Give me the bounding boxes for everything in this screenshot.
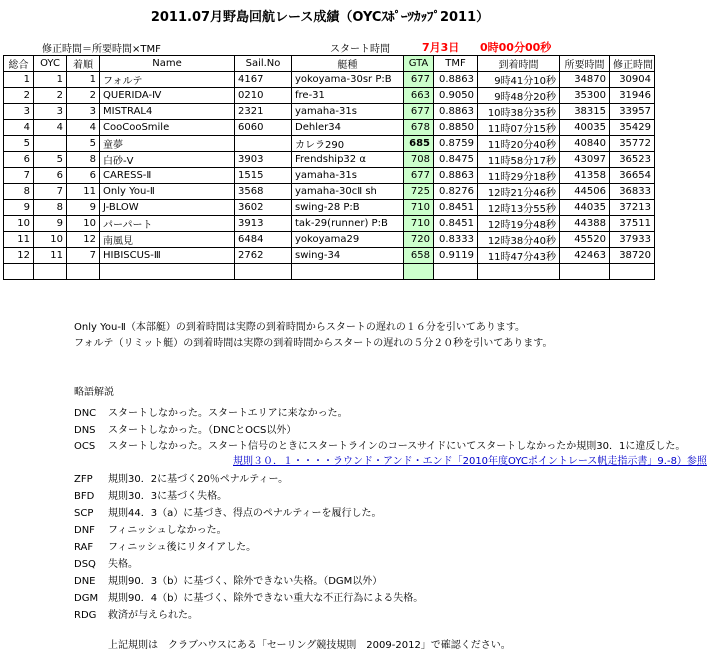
race-start-time: 0時00分00秒	[480, 41, 552, 54]
sail-cell	[235, 136, 292, 152]
finish-cell: 4	[67, 120, 100, 136]
col-header-tmf: TMF	[434, 56, 478, 72]
overall-cell: 2	[4, 88, 34, 104]
type-cell: tak-29(runner) P:B	[292, 216, 404, 232]
arrival-cell: 10時38分35秒	[478, 104, 560, 120]
abbreviation-text: フィニッシュ後にリタイアした。	[108, 542, 257, 553]
name-cell: CooCooSmile	[100, 120, 235, 136]
abbreviation-code: OCS	[74, 441, 96, 452]
name-cell: パーパート	[100, 216, 235, 232]
tmf-cell: 0.9119	[434, 248, 478, 264]
corrected-cell: 37933	[610, 232, 655, 248]
overall-cell: 7	[4, 168, 34, 184]
table-row	[4, 200, 655, 216]
abbreviation-text: スタートしなかった。スタートエリアに来なかった。	[108, 408, 348, 419]
abbreviation-text: スタートしなかった。スタート信号のときにスタートラインのコースサイドにいてスタートしなかったか規則30．1に違反した。	[108, 441, 686, 452]
name-cell: フォルテ	[100, 72, 235, 88]
empty-cell	[560, 264, 610, 280]
finish-cell: 1	[67, 72, 100, 88]
sail-cell: 4167	[235, 72, 292, 88]
arrival-cell: 11時47分43秒	[478, 248, 560, 264]
type-cell: Frendship32 α	[292, 152, 404, 168]
elapsed-cell: 41358	[560, 168, 610, 184]
empty-cell	[4, 264, 34, 280]
empty-cell	[292, 264, 404, 280]
gta-cell: 677	[404, 168, 434, 184]
note-forte: フォルテ（リミット艇）の到着時間は実際の到着時間からスタートの遅れの５分２０秒を引いてあります。	[74, 338, 553, 349]
abbreviation-text: フィニッシュしなかった。	[108, 525, 227, 536]
arrival-cell: 12時19分48秒	[478, 216, 560, 232]
oyc-cell: 8	[34, 200, 67, 216]
corrected-cell: 37511	[610, 216, 655, 232]
type-cell: yamaha-31s	[292, 104, 404, 120]
name-cell: CARESS-Ⅱ	[100, 168, 235, 184]
abbreviation-row	[74, 555, 138, 570]
oyc-cell: 10	[34, 232, 67, 248]
abbreviation-row	[74, 487, 227, 502]
oyc-cell: 9	[34, 216, 67, 232]
name-cell: 白砂-Ⅴ	[100, 152, 235, 168]
abbreviation-row	[74, 470, 288, 485]
name-cell: Only You-Ⅱ	[100, 184, 235, 200]
type-cell: swing-28 P:B	[292, 200, 404, 216]
race-date: 7月3日	[422, 41, 460, 54]
empty-cell	[100, 264, 235, 280]
table-header-row	[4, 56, 655, 72]
name-cell: 童夢	[100, 136, 235, 152]
table-row	[4, 88, 655, 104]
empty-cell	[235, 264, 292, 280]
corrected-cell: 37213	[610, 200, 655, 216]
oyc-cell: 5	[34, 152, 67, 168]
type-cell: yokoyama-30sr P:B	[292, 72, 404, 88]
abbreviation-row	[74, 421, 296, 436]
finish-cell: 3	[67, 104, 100, 120]
corrected-cell: 36523	[610, 152, 655, 168]
tmf-cell: 0.8475	[434, 152, 478, 168]
tmf-cell: 0.8863	[434, 168, 478, 184]
finish-cell: 12	[67, 232, 100, 248]
finish-cell: 5	[67, 136, 100, 152]
sail-cell: 0210	[235, 88, 292, 104]
abbreviation-text: 規則90．4（b）に基づく、除外できない重大な不正行為による失格。	[108, 593, 424, 604]
abbreviation-row	[74, 504, 382, 519]
sail-cell: 3602	[235, 200, 292, 216]
finish-cell: 10	[67, 216, 100, 232]
col-header-finish: 着順	[67, 56, 100, 72]
tmf-cell: 0.8451	[434, 200, 478, 216]
abbreviation-row	[74, 521, 227, 536]
corrected-cell: 35772	[610, 136, 655, 152]
sail-cell: 2321	[235, 104, 292, 120]
abbreviation-code: BFD	[74, 491, 95, 502]
overall-cell: 6	[4, 152, 34, 168]
name-cell: HIBISCUS-Ⅲ	[100, 248, 235, 264]
table-row	[4, 152, 655, 168]
arrival-cell: 12時13分55秒	[478, 200, 560, 216]
overall-cell: 8	[4, 184, 34, 200]
abbreviation-text: 規則90．3（b）に基づく、除外できない失格。（DGM以外）	[108, 576, 383, 587]
overall-cell: 11	[4, 232, 34, 248]
gta-cell: 725	[404, 184, 434, 200]
oyc-cell: 2	[34, 88, 67, 104]
elapsed-cell: 44506	[560, 184, 610, 200]
col-header-type: 艇種	[292, 56, 404, 72]
abbreviation-text: スタートしなかった。（DNCとOCS以外）	[108, 425, 297, 436]
abbreviation-row	[74, 538, 256, 553]
abbreviation-row	[74, 589, 423, 604]
col-header-corrected: 修正時間	[610, 56, 655, 72]
empty-cell	[34, 264, 67, 280]
corrected-cell: 36833	[610, 184, 655, 200]
table-row	[4, 232, 655, 248]
tmf-cell: 0.8333	[434, 232, 478, 248]
oyc-cell: 7	[34, 184, 67, 200]
overall-cell: 1	[4, 72, 34, 88]
tmf-cell: 0.8759	[434, 136, 478, 152]
footer-note: 上記規則は クラブハウスにある「セーリング競技規則 2009-2012」で確認ください。	[108, 640, 511, 651]
sail-cell: 3913	[235, 216, 292, 232]
gta-cell: 677	[404, 104, 434, 120]
elapsed-cell: 34870	[560, 72, 610, 88]
col-header-gta: GTA	[404, 56, 434, 72]
elapsed-cell: 44035	[560, 200, 610, 216]
start-time-label: スタート時間	[330, 44, 390, 55]
col-header-overall: 総合	[4, 56, 34, 72]
col-header-name: Name	[100, 56, 235, 72]
rule-reference-link[interactable]: 規則３０．１・・・・ラウンド・アンド・エンド「2010年度OYCポイントレース帆走指示書」9.-8）参照	[233, 456, 707, 467]
arrival-cell: 11時58分17秒	[478, 152, 560, 168]
finish-cell: 6	[67, 168, 100, 184]
arrival-cell: 11時29分18秒	[478, 168, 560, 184]
overall-cell: 9	[4, 200, 34, 216]
abbreviation-code: RDG	[74, 610, 97, 621]
abbreviation-code: DNE	[74, 576, 96, 587]
name-cell: QUERIDA-Ⅳ	[100, 88, 235, 104]
table-row	[4, 104, 655, 120]
table-row-empty	[4, 264, 655, 280]
abbreviation-text: 規則30．3に基づく失格。	[108, 491, 228, 502]
gta-cell: 663	[404, 88, 434, 104]
corrected-cell: 36654	[610, 168, 655, 184]
finish-cell: 2	[67, 88, 100, 104]
sail-cell: 3568	[235, 184, 292, 200]
gta-cell: 685	[404, 136, 434, 152]
empty-cell	[67, 264, 100, 280]
arrival-cell: 12時21分46秒	[478, 184, 560, 200]
type-cell: yokoyama29	[292, 232, 404, 248]
page-title: 2011.07月野島回航レース成績（OYCｽﾎﾟｰﾂｶｯﾌﾟ2011）	[150, 10, 490, 25]
corrected-cell: 33957	[610, 104, 655, 120]
gta-cell: 720	[404, 232, 434, 248]
corrected-cell: 38720	[610, 248, 655, 264]
overall-cell: 5	[4, 136, 34, 152]
sail-cell: 1515	[235, 168, 292, 184]
abbreviation-text: 救済が与えられた。	[108, 610, 198, 621]
abbreviation-row	[74, 606, 198, 621]
abbreviation-code: ZFP	[74, 474, 93, 485]
abbreviation-text: 規則30．2に基づく20％ペナルティー。	[108, 474, 289, 485]
tmf-cell: 0.8863	[434, 72, 478, 88]
overall-cell: 12	[4, 248, 34, 264]
sail-cell: 3903	[235, 152, 292, 168]
corrected-cell: 31946	[610, 88, 655, 104]
table-row	[4, 248, 655, 264]
arrival-cell: 9時48分20秒	[478, 88, 560, 104]
arrival-cell: 12時38分40秒	[478, 232, 560, 248]
elapsed-cell: 40035	[560, 120, 610, 136]
tmf-cell: 0.8276	[434, 184, 478, 200]
formula-label: 修正時間＝所要時間×TMF	[42, 44, 161, 55]
elapsed-cell: 44388	[560, 216, 610, 232]
sail-cell: 6484	[235, 232, 292, 248]
abbreviation-text: 失格。	[108, 559, 138, 570]
table-row	[4, 72, 655, 88]
name-cell: MISTRAL4	[100, 104, 235, 120]
finish-cell: 7	[67, 248, 100, 264]
oyc-cell	[34, 136, 67, 152]
arrival-cell: 9時41分10秒	[478, 72, 560, 88]
overall-cell: 3	[4, 104, 34, 120]
tmf-cell: 0.8850	[434, 120, 478, 136]
sail-cell: 6060	[235, 120, 292, 136]
elapsed-cell: 42463	[560, 248, 610, 264]
arrival-cell: 11時20分40秒	[478, 136, 560, 152]
table-row	[4, 184, 655, 200]
gta-cell: 677	[404, 72, 434, 88]
oyc-cell: 11	[34, 248, 67, 264]
overall-cell: 4	[4, 120, 34, 136]
table-row	[4, 120, 655, 136]
finish-cell: 11	[67, 184, 100, 200]
gta-cell: 658	[404, 248, 434, 264]
finish-cell: 9	[67, 200, 100, 216]
type-cell: カレラ290	[292, 136, 404, 152]
empty-cell	[404, 264, 434, 280]
abbreviation-text: 規則44．3（a）に基づき、得点のペナルティーを履行した。	[108, 508, 382, 519]
tmf-cell: 0.8863	[434, 104, 478, 120]
oyc-cell: 4	[34, 120, 67, 136]
tmf-cell: 0.8451	[434, 216, 478, 232]
col-header-oyc: OYC	[34, 56, 67, 72]
type-cell: fre-31	[292, 88, 404, 104]
name-cell: J-BLOW	[100, 200, 235, 216]
sail-cell: 2762	[235, 248, 292, 264]
name-cell: 南風見	[100, 232, 235, 248]
table-row	[4, 216, 655, 232]
type-cell: Dehler34	[292, 120, 404, 136]
col-header-arrival: 到着時間	[478, 56, 560, 72]
abbreviation-code: DNF	[74, 525, 95, 536]
elapsed-cell: 43097	[560, 152, 610, 168]
abbreviation-code: DSQ	[74, 559, 96, 570]
abbreviation-row	[74, 437, 685, 452]
elapsed-cell: 38315	[560, 104, 610, 120]
oyc-cell: 6	[34, 168, 67, 184]
abbreviation-code: DNS	[74, 425, 96, 436]
elapsed-cell: 45520	[560, 232, 610, 248]
type-cell: yamaha-30cⅡ sh	[292, 184, 404, 200]
gta-cell: 678	[404, 120, 434, 136]
empty-cell	[610, 264, 655, 280]
table-row	[4, 136, 655, 152]
elapsed-cell: 40840	[560, 136, 610, 152]
table-row	[4, 168, 655, 184]
finish-cell: 8	[67, 152, 100, 168]
type-cell: yamaha-31s	[292, 168, 404, 184]
gta-cell: 710	[404, 216, 434, 232]
oyc-cell: 1	[34, 72, 67, 88]
col-header-sail: Sail.No	[235, 56, 292, 72]
note-only-you: Only You-Ⅱ（本部艇）の到着時間は実際の到着時間からスタートの遅れの１６分を引いてあります。	[74, 322, 526, 333]
abbreviation-code: DGM	[74, 593, 99, 604]
abbreviation-row	[74, 404, 348, 419]
abbreviation-title: 略語解説	[74, 387, 114, 398]
abbreviation-code: SCP	[74, 508, 94, 519]
abbreviation-code: DNC	[74, 408, 97, 419]
gta-cell: 710	[404, 200, 434, 216]
empty-cell	[434, 264, 478, 280]
arrival-cell: 11時07分15秒	[478, 120, 560, 136]
tmf-cell: 0.9050	[434, 88, 478, 104]
corrected-cell: 35429	[610, 120, 655, 136]
empty-cell	[478, 264, 560, 280]
results-table	[3, 55, 655, 280]
abbreviation-row	[74, 572, 382, 587]
elapsed-cell: 35300	[560, 88, 610, 104]
oyc-cell: 3	[34, 104, 67, 120]
overall-cell: 10	[4, 216, 34, 232]
corrected-cell: 30904	[610, 72, 655, 88]
abbreviation-code: RAF	[74, 542, 94, 553]
type-cell: swing-34	[292, 248, 404, 264]
col-header-elapsed: 所要時間	[560, 56, 610, 72]
gta-cell: 708	[404, 152, 434, 168]
